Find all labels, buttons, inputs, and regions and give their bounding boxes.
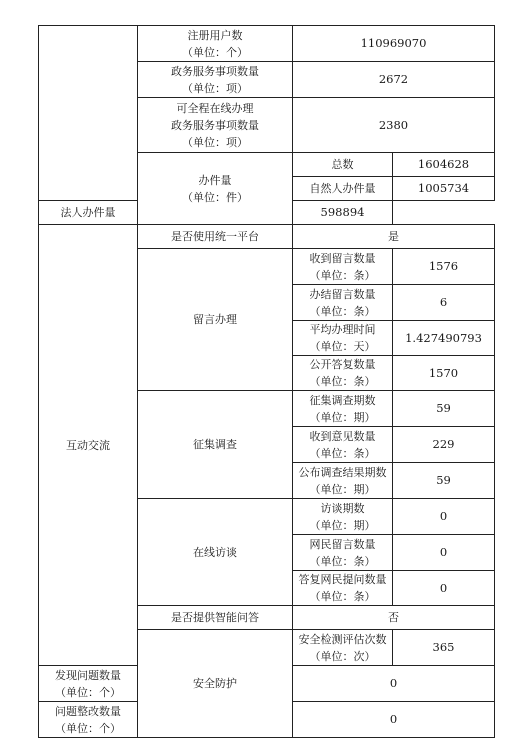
- smart-qa-value: 否: [293, 606, 495, 630]
- table-row: [39, 26, 495, 62]
- survey-results-label: 公布调查结果期数 （单位：期）: [293, 463, 393, 499]
- messages-public-value: 1570: [393, 356, 495, 391]
- survey-periods-value: 59: [393, 391, 495, 427]
- messages-received-label: 收到留言数量 （单位：条）: [293, 249, 393, 285]
- service-items-value: 2672: [293, 62, 495, 98]
- security-evaluations-value: 365: [393, 630, 495, 666]
- handled-legal-label: 法人办件量: [39, 201, 138, 225]
- security-issues-fixed-value: 0: [293, 702, 495, 738]
- messages-avg-time-label: 平均办理时间 （单位：天）: [293, 321, 393, 356]
- security-issues-found-label: 发现问题数量 （单位：个）: [39, 666, 138, 702]
- registered-users-value: 110969070: [293, 26, 495, 62]
- statistics-table: [38, 25, 495, 738]
- handled-total-value: 1604628: [393, 153, 495, 177]
- messages-label: 留言办理: [138, 249, 293, 391]
- messages-closed-label: 办结留言数量 （单位：条）: [293, 285, 393, 321]
- blank-category-cell: [39, 26, 138, 201]
- online-items-label: 可全程在线办理 政务服务事项数量 （单位：项）: [138, 98, 293, 153]
- interview-answers-value: 0: [393, 571, 495, 606]
- survey-results-value: 59: [393, 463, 495, 499]
- table-row: [39, 225, 495, 249]
- messages-public-label: 公开答复数量 （单位：条）: [293, 356, 393, 391]
- registered-users-label: 注册用户数 （单位：个）: [138, 26, 293, 62]
- online-items-value: 2380: [293, 98, 495, 153]
- security-issues-found-value: 0: [293, 666, 495, 702]
- security-evaluations-label: 安全检测评估次数 （单位：次）: [293, 630, 393, 666]
- handled-total-label: 总数: [293, 153, 393, 177]
- handled-natural-label: 自然人办件量: [293, 177, 393, 201]
- messages-avg-time-value: 1.427490793: [393, 321, 495, 356]
- interaction-category: 互动交流: [39, 225, 138, 666]
- security-issues-fixed-label: 问题整改数量 （单位：个）: [39, 702, 138, 738]
- interview-periods-value: 0: [393, 499, 495, 535]
- survey-opinions-value: 229: [393, 427, 495, 463]
- unified-platform-label: 是否使用统一平台: [138, 225, 293, 249]
- handled-legal-value: 598894: [293, 201, 393, 225]
- interview-messages-label: 网民留言数量 （单位：条）: [293, 535, 393, 571]
- messages-received-value: 1576: [393, 249, 495, 285]
- handled-natural-value: 1005734: [393, 177, 495, 201]
- service-items-label: 政务服务事项数量 （单位：项）: [138, 62, 293, 98]
- survey-periods-label: 征集调查期数 （单位：期）: [293, 391, 393, 427]
- unified-platform-value: 是: [293, 225, 495, 249]
- messages-closed-value: 6: [393, 285, 495, 321]
- handled-label: 办件量 （单位：件）: [138, 153, 293, 225]
- survey-opinions-label: 收到意见数量 （单位：条）: [293, 427, 393, 463]
- survey-label: 征集调查: [138, 391, 293, 499]
- interview-messages-value: 0: [393, 535, 495, 571]
- interview-periods-label: 访谈期数 （单位：期）: [293, 499, 393, 535]
- interview-answers-label: 答复网民提问数量 （单位：条）: [293, 571, 393, 606]
- security-category: 安全防护: [138, 630, 293, 738]
- smart-qa-label: 是否提供智能问答: [138, 606, 293, 630]
- interview-label: 在线访谈: [138, 499, 293, 606]
